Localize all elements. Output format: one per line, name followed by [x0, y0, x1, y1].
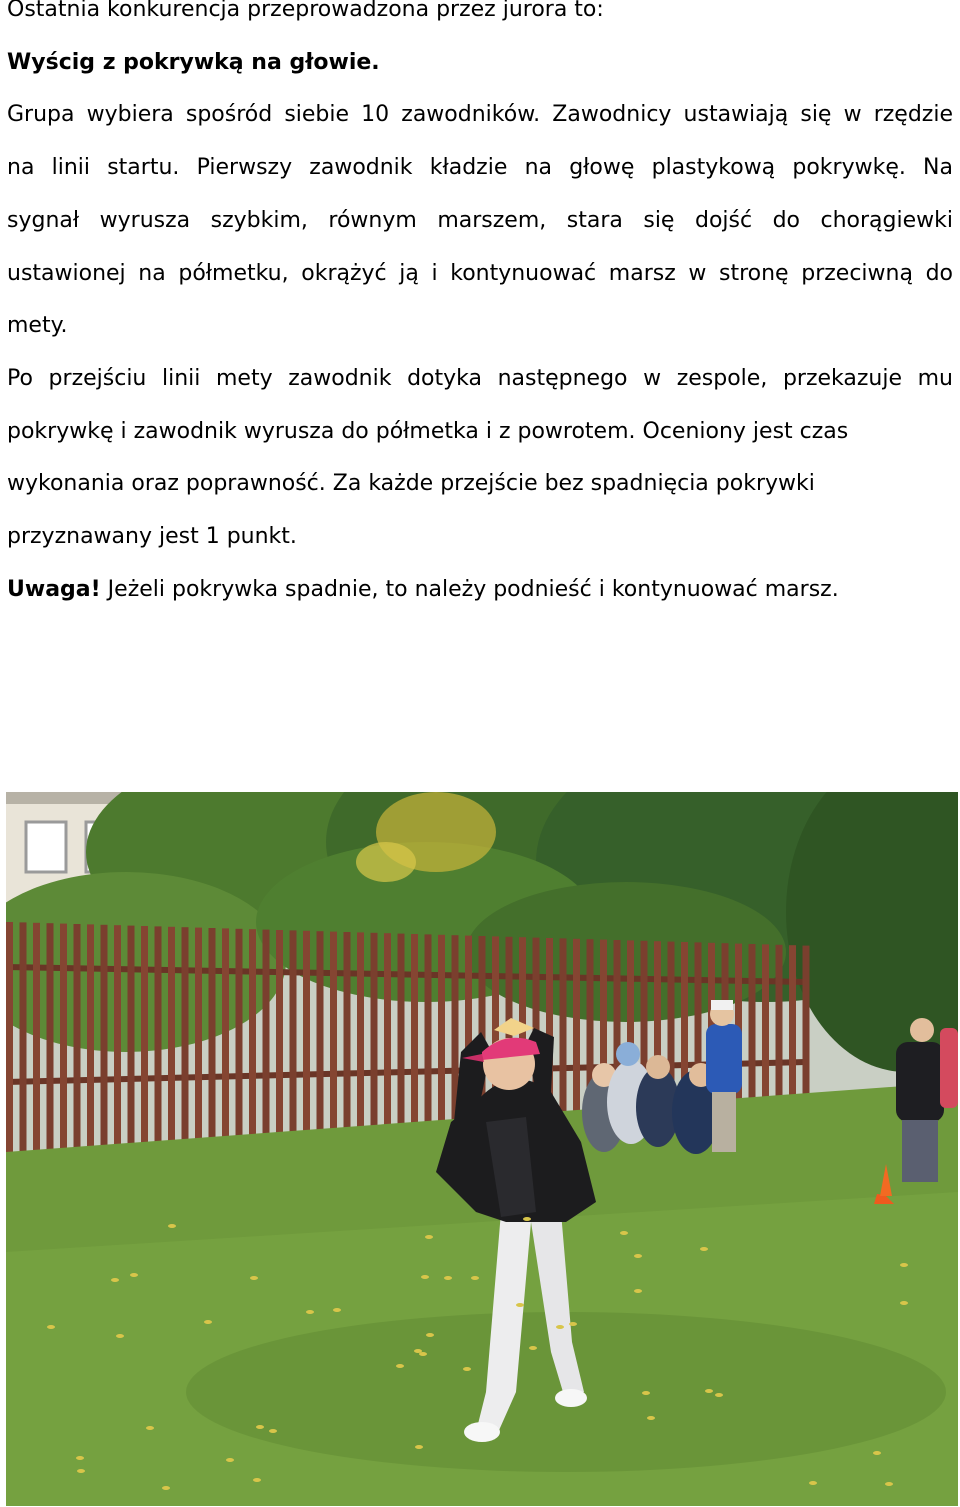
- leaf: [47, 1325, 55, 1329]
- leaf: [116, 1334, 124, 1338]
- fence-picket: [263, 930, 270, 1142]
- fence-picket: [573, 939, 580, 1116]
- leaf: [256, 1425, 264, 1429]
- fence-picket: [47, 923, 54, 1158]
- leaf: [885, 1482, 893, 1486]
- fence-picket: [141, 926, 148, 1151]
- fence-picket: [168, 927, 175, 1149]
- leaf: [900, 1301, 908, 1305]
- leaf: [715, 1393, 723, 1397]
- leaf: [226, 1458, 234, 1462]
- leaf: [634, 1289, 642, 1293]
- fence-picket: [344, 932, 351, 1135]
- fence-picket: [317, 931, 324, 1136]
- leaf: [130, 1273, 138, 1277]
- paragraph-1-line: Grupa wybiera spośród siebie 10 zawodników. Zawodnicy ustawiają się w rzędzie: [7, 102, 953, 128]
- leaf: [569, 1322, 577, 1326]
- fence-picket: [411, 934, 418, 1129]
- leaf: [333, 1308, 341, 1312]
- fence-picket: [101, 925, 108, 1155]
- fence-picket: [384, 933, 391, 1131]
- fence-picket: [330, 932, 337, 1136]
- leaf: [900, 1263, 908, 1267]
- fence-picket: [425, 934, 432, 1128]
- leaf: [250, 1276, 258, 1280]
- leaf: [426, 1333, 434, 1337]
- fence-picket: [195, 928, 202, 1147]
- note-line: [7, 564, 953, 617]
- leaf: [444, 1276, 452, 1280]
- fence-picket: [20, 922, 27, 1161]
- leaf: [76, 1456, 84, 1460]
- leaf: [269, 1429, 277, 1433]
- fence-picket: [33, 923, 40, 1160]
- leaf: [414, 1349, 422, 1353]
- fence-picket: [303, 931, 310, 1138]
- fence-picket: [87, 924, 94, 1155]
- note-text: Jeżeli pokrywka spadnie, to należy podnieść i kontynuować marsz.: [100, 576, 839, 602]
- leaf: [77, 1469, 85, 1473]
- leaf: [425, 1235, 433, 1239]
- leaf: [168, 1224, 176, 1228]
- leaf: [873, 1451, 881, 1455]
- leaf: [516, 1303, 524, 1307]
- leaf: [556, 1325, 564, 1329]
- intro-line: Ostatnia konkurencja przeprowadzona przez jurora to:: [7, 0, 604, 22]
- fence-picket: [6, 922, 13, 1162]
- fence-picket: [60, 924, 67, 1158]
- note-label: Uwaga!: [7, 576, 101, 602]
- fence-picket: [209, 928, 216, 1146]
- fence-picket: [560, 938, 567, 1117]
- race-photo: [6, 792, 958, 1506]
- fence-picket: [762, 944, 769, 1100]
- fence-picket: [371, 933, 378, 1133]
- leaf: [204, 1320, 212, 1324]
- fence-picket: [749, 944, 756, 1102]
- leaf: [162, 1486, 170, 1490]
- race-photo-illustration: [6, 792, 958, 1506]
- fence-picket: [114, 925, 121, 1153]
- leaf: [620, 1231, 628, 1235]
- leaf: [463, 1367, 471, 1371]
- leaf: [111, 1278, 119, 1282]
- leaf: [396, 1364, 404, 1368]
- leaf: [306, 1310, 314, 1314]
- fence-picket: [74, 924, 81, 1157]
- leaf: [647, 1416, 655, 1420]
- fence-picket: [249, 929, 256, 1142]
- leaf: [705, 1389, 713, 1393]
- leaf: [523, 1217, 531, 1221]
- paragraph-2-line: wykonania oraz poprawność. Za każde przejście bez spadnięcia pokrywki: [7, 471, 815, 497]
- leaf: [146, 1426, 154, 1430]
- paragraph-2-line: przyznawany jest 1 punkt.: [7, 524, 297, 550]
- leaf: [700, 1247, 708, 1251]
- fence-picket: [236, 929, 243, 1144]
- fence-picket: [803, 946, 810, 1098]
- section-heading: Wyścig z pokrywką na głowie.: [7, 49, 380, 75]
- paragraph-1-line: sygnał wyrusza szybkim, równym marszem, stara się dojść do chorągiewki: [7, 207, 953, 233]
- document-text: [7, 0, 953, 616]
- fence-picket: [789, 945, 796, 1098]
- leaf: [415, 1445, 423, 1449]
- fence-picket: [290, 930, 297, 1139]
- leaf: [253, 1478, 261, 1482]
- fence-picket: [222, 928, 229, 1144]
- leaf: [529, 1346, 537, 1350]
- fence-picket: [776, 945, 783, 1100]
- leaf: [421, 1275, 429, 1279]
- paragraph-2-line: Po przejściu linii mety zawodnik dotyka następnego w zespole, przekazuje mu: [7, 365, 953, 391]
- fence-picket: [276, 930, 283, 1140]
- leaf: [634, 1254, 642, 1258]
- fence-picket: [155, 926, 162, 1150]
- fence-picket: [128, 926, 135, 1153]
- leaf: [809, 1481, 817, 1485]
- paragraph-2-line: pokrywkę i zawodnik wyrusza do półmetka i z powrotem. Oceniony jest czas: [7, 418, 849, 444]
- paragraph-1-line: mety.: [7, 313, 68, 339]
- fence-picket: [438, 935, 445, 1127]
- fence-picket: [182, 927, 189, 1147]
- fence-picket: [398, 934, 405, 1131]
- paragraph-1-line: ustawionej na półmetku, okrążyć ją i kontynuować marsz w stronę przeciwną do: [7, 260, 953, 286]
- paragraph-1-line: na linii startu. Pierwszy zawodnik kładzie na głowę plastykową pokrywkę. Na: [7, 155, 953, 181]
- leaf: [642, 1391, 650, 1395]
- leaf: [471, 1276, 479, 1280]
- fence-picket: [357, 932, 364, 1133]
